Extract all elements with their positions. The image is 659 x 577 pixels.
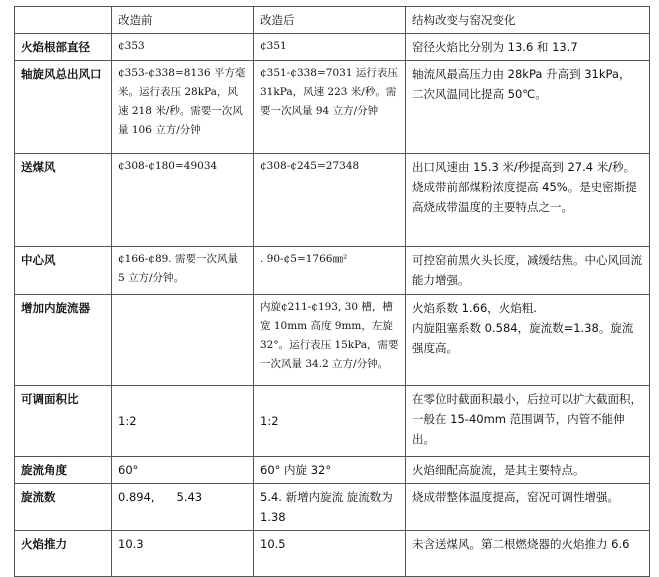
header-cell: 改造前: [112, 7, 254, 34]
row-label: 中心风: [15, 247, 112, 295]
before-cell: 0.894, 5.43: [112, 484, 254, 531]
comparison-table: [14, 6, 650, 577]
after-cell: . 90-¢5=1766㎜²: [254, 247, 406, 295]
after-cell: 60° 内旋 32°: [254, 457, 406, 484]
before-cell: 1:2: [112, 386, 254, 457]
after-cell: 内旋¢211-¢193, 30 槽，槽宽 10mm 高度 9mm，左旋 32°。运行表压 15kPa，需要一次风量 34.2 立方/分钟。: [254, 295, 406, 386]
row-label: 送煤风: [15, 154, 112, 247]
row-label: 旋流数: [15, 484, 112, 531]
before-cell: ¢353-¢338=8136 平方毫米。运行表压 28kPa，风速 218 米/秒。需要一次风量 106 立方/分钟: [112, 61, 254, 154]
change-cell: 可控窑前黑火头长度，减缓结焦。中心风回流能力增强。: [406, 247, 650, 295]
header-cell: 改造后: [254, 7, 406, 34]
after-cell: 5.4. 新增内旋流 旋流数为 1.38: [254, 484, 406, 531]
change-cell: 在零位时截面积最小，后拉可以扩大截面积，一般在 15-40mm 范围调节，内管不能伸出。: [406, 386, 650, 457]
change-cell: 窑径火焰比分别为 13.6 和 13.7: [406, 34, 650, 61]
after-cell: ¢308-¢245=27348: [254, 154, 406, 247]
after-cell: 10.5: [254, 531, 406, 577]
before-cell: 10.3: [112, 531, 254, 577]
row-label: 增加内旋流器: [15, 295, 112, 386]
before-cell: [112, 295, 254, 386]
after-cell: 1:2: [254, 386, 406, 457]
header-row: [15, 7, 650, 34]
change-cell: 轴流风最高压力由 28kPa 升高到 31kPa， 二次风温同比提高 50℃。: [406, 61, 650, 154]
table-row: [15, 34, 650, 61]
table-row: [15, 154, 650, 247]
table-row: [15, 531, 650, 577]
header-cell: 结构改变与窑况变化: [406, 7, 650, 34]
row-label: 旋流角度: [15, 457, 112, 484]
after-cell: ¢351: [254, 34, 406, 61]
header-cell: [15, 7, 112, 34]
table-row: [15, 295, 650, 386]
before-cell: ¢308-¢180=49034: [112, 154, 254, 247]
change-cell: 出口风速由 15.3 米/秒提高到 27.4 米/秒。 烧成带前部煤粉浓度提高 45%。是史密斯提高烧成带温度的主要特点之一。: [406, 154, 650, 247]
table-row: [15, 457, 650, 484]
row-label: 轴旋风总出风口: [15, 61, 112, 154]
before-cell: 60°: [112, 457, 254, 484]
table-row: [15, 484, 650, 531]
table-row: [15, 61, 650, 154]
row-label: 火焰推力: [15, 531, 112, 577]
change-cell: 未含送煤风。第二根燃烧器的火焰推力 6.6: [406, 531, 650, 577]
after-cell: ¢351-¢338=7031 运行表压 31kPa，风速 223 米/秒。需要一次风量 94 立方/分钟: [254, 61, 406, 154]
row-label: 火焰根部直径: [15, 34, 112, 61]
before-cell: ¢166-¢89. 需要一次风量 5 立方/分钟。: [112, 247, 254, 295]
table-row: [15, 386, 650, 457]
before-cell: ¢353: [112, 34, 254, 61]
change-cell: 烧成带整体温度提高，窑况可调性增强。: [406, 484, 650, 531]
table-row: [15, 247, 650, 295]
row-label: 可调面积比: [15, 386, 112, 457]
change-cell: 火焰系数 1.66，火焰粗. 内旋阻塞系数 0.584，旋流数=1.38。旋流强度高。: [406, 295, 650, 386]
change-cell: 火焰细配高旋流，是其主要特点。: [406, 457, 650, 484]
